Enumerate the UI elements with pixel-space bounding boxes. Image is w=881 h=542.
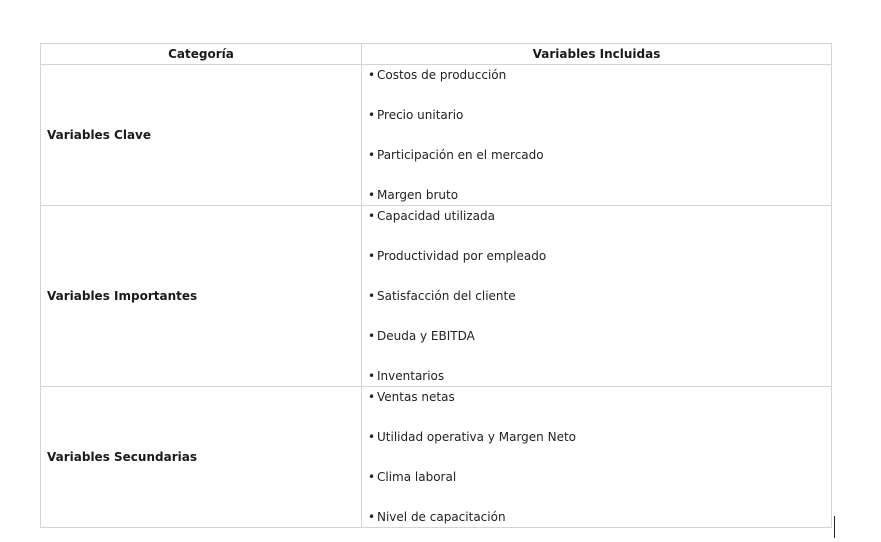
bullet-icon: • [368, 188, 376, 202]
list-item [368, 507, 831, 527]
bullet-icon: • [368, 390, 376, 404]
variables-table-container [40, 43, 831, 528]
bullet-icon: • [368, 430, 376, 444]
bullet-icon: • [368, 108, 376, 122]
list-item [368, 145, 831, 185]
variable-list [368, 206, 831, 386]
list-item [368, 246, 831, 286]
category-cell: Variables Importantes [41, 206, 362, 387]
bullet-icon: • [368, 470, 376, 484]
variables-table [40, 43, 832, 528]
variable-list [368, 387, 831, 527]
variable-label: Productividad por empleado [377, 249, 547, 263]
variable-label: Satisfacción del cliente [377, 289, 516, 303]
variable-label: Capacidad utilizada [377, 209, 495, 223]
variable-label: Precio unitario [377, 108, 464, 122]
list-item [368, 185, 831, 205]
list-item [368, 366, 831, 386]
header-category: Categoría [41, 44, 362, 65]
table-row [41, 387, 832, 528]
list-item [368, 65, 831, 105]
bullet-icon: • [368, 329, 376, 343]
variable-label: Nivel de capacitación [377, 510, 506, 524]
variable-label: Utilidad operativa y Margen Neto [377, 430, 577, 444]
bullet-icon: • [368, 369, 376, 383]
list-item [368, 286, 831, 326]
list-item [368, 326, 831, 366]
variable-label: Inventarios [377, 369, 445, 383]
bullet-icon: • [368, 510, 376, 524]
table-header-row [41, 44, 832, 65]
variable-label: Margen bruto [377, 188, 459, 202]
variable-label: Ventas netas [377, 390, 455, 404]
bullet-icon: • [368, 209, 376, 223]
variable-list [368, 65, 831, 205]
variables-cell [362, 206, 832, 387]
table-row [41, 65, 832, 206]
variables-cell [362, 65, 832, 206]
list-item [368, 467, 831, 507]
variables-cell [362, 387, 832, 528]
variable-label: Clima laboral [377, 470, 457, 484]
variable-label: Participación en el mercado [377, 148, 544, 162]
variable-label: Deuda y EBITDA [377, 329, 475, 343]
list-item [368, 206, 831, 246]
category-cell: Variables Secundarias [41, 387, 362, 528]
header-variables: Variables Incluidas [362, 44, 832, 65]
variable-label: Costos de producción [377, 68, 507, 82]
bullet-icon: • [368, 68, 376, 82]
category-cell: Variables Clave [41, 65, 362, 206]
list-item [368, 427, 831, 467]
table-row [41, 206, 832, 387]
bullet-icon: • [368, 249, 376, 263]
list-item [368, 105, 831, 145]
bullet-icon: • [368, 148, 376, 162]
text-cursor [834, 516, 835, 538]
list-item [368, 387, 831, 427]
bullet-icon: • [368, 289, 376, 303]
